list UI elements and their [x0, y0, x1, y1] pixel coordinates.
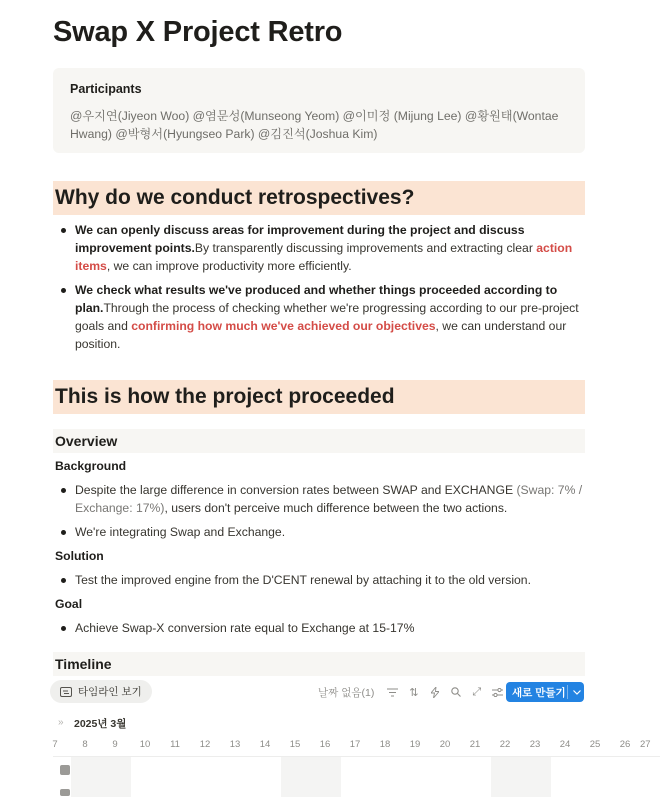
- rate-text: (Swap: 7% / Exchange: 17%): [75, 483, 583, 515]
- chevron-down-icon[interactable]: [569, 682, 584, 702]
- day-label: 10: [139, 739, 151, 750]
- timeline-toolbar: [318, 682, 508, 702]
- button-divider: [567, 685, 568, 699]
- body-text: By transparently discussing improvements and extracting clear: [194, 241, 537, 255]
- day-label: 9: [112, 739, 118, 750]
- heading-timeline: Timeline: [53, 652, 585, 676]
- new-item-label: 새로 만들기: [512, 686, 566, 699]
- mention[interactable]: @이미정 (Mijung Lee): [342, 109, 462, 123]
- heading-why-retrospectives: Why do we conduct retrospectives?: [53, 181, 585, 215]
- why-list: [75, 221, 585, 353]
- new-item-button[interactable]: [506, 682, 584, 702]
- body-text: , we can understand our position.: [75, 319, 567, 351]
- label-solution: Solution: [55, 549, 104, 563]
- body-text: Despite the large difference in conversion rates between SWAP and EXCHANGE: [75, 483, 517, 497]
- mention[interactable]: @염문성(Munseong Yeom): [192, 109, 340, 123]
- weekend-column: [491, 757, 551, 797]
- timeline-month: 2025년 3월: [74, 718, 127, 730]
- mention[interactable]: @김진석(Joshua Kim): [257, 127, 378, 141]
- day-label: 15: [289, 739, 301, 750]
- lightning-icon[interactable]: [424, 682, 445, 702]
- heading-overview: Overview: [53, 429, 585, 453]
- list-item: [75, 281, 585, 353]
- timeline-grid[interactable]: [53, 756, 660, 797]
- body-text: We're integrating Swap and Exchange.: [75, 525, 286, 539]
- timeline-view-button[interactable]: [50, 680, 152, 703]
- day-label: 27: [640, 739, 651, 750]
- filter-icon[interactable]: [382, 682, 403, 702]
- timeline-view-label: 타임라인 보기: [78, 686, 142, 698]
- no-date-filter[interactable]: 날짜 없음(1): [318, 686, 375, 699]
- participants-title: Participants: [70, 82, 142, 96]
- sort-icon[interactable]: ⇅: [409, 686, 419, 699]
- label-goal: Goal: [55, 597, 83, 611]
- list-item: [75, 221, 585, 275]
- page-title: Swap X Project Retro: [53, 16, 343, 48]
- day-label: 21: [469, 739, 481, 750]
- bold-text: We check what results we've produced and whether things proceeded according to plan.: [75, 283, 558, 315]
- mention[interactable]: @황원태(Wontae Hwang): [70, 109, 559, 141]
- body-text: , users don't perceive much difference between the two actions.: [164, 501, 508, 515]
- participants-callout: [53, 68, 585, 153]
- search-icon[interactable]: [445, 682, 466, 702]
- day-label: 14: [259, 739, 271, 750]
- weekend-column: [71, 757, 131, 797]
- timeline-days: [0, 739, 660, 753]
- day-label: 12: [199, 739, 211, 750]
- body-text: Test the improved engine from the D'CENT renewal by attaching it to the old version.: [75, 573, 531, 587]
- body-text: Through the process of checking whether we're progressing according to our pre-project goals and: [75, 301, 579, 333]
- background-list: [75, 481, 585, 541]
- day-label: 20: [439, 739, 451, 750]
- day-label: 26: [619, 739, 631, 750]
- expand-sidebar-icon[interactable]: »: [58, 717, 64, 728]
- body-text: Achieve Swap-X conversion rate equal to Exchange at 15-17%: [75, 621, 415, 635]
- list-item: [75, 481, 585, 517]
- day-label: 25: [589, 739, 601, 750]
- expand-icon[interactable]: ⤢: [472, 685, 482, 698]
- day-label: 23: [529, 739, 541, 750]
- timeline-icon: [60, 687, 72, 697]
- list-item: [75, 619, 585, 637]
- day-label: 11: [170, 739, 180, 750]
- goal-list: [75, 619, 585, 637]
- mention[interactable]: @박형서(Hyungseo Park): [115, 127, 255, 141]
- weekend-column: [281, 757, 341, 797]
- list-item: [75, 523, 585, 541]
- day-label: 8: [82, 739, 88, 750]
- mention[interactable]: @우지연(Jiyeon Woo): [70, 109, 190, 123]
- heading-project-proceeded: This is how the project proceeded: [53, 380, 585, 414]
- day-label: 17: [349, 739, 361, 750]
- highlight-text: action items: [75, 241, 573, 273]
- day-label: 13: [229, 739, 241, 750]
- participants-list: [70, 107, 568, 143]
- list-item: [75, 571, 585, 589]
- day-label: 24: [559, 739, 571, 750]
- day-label: 16: [319, 739, 331, 750]
- day-label: 19: [409, 739, 421, 750]
- body-text: , we can improve productivity more efficiently.: [106, 259, 352, 273]
- day-label: 18: [379, 739, 391, 750]
- bold-text: We can openly discuss areas for improvement during the project and discuss improvement points.: [75, 223, 525, 255]
- collapse-left-icon[interactable]: [60, 765, 70, 775]
- row-handle-icon[interactable]: [60, 789, 70, 796]
- day-label: 22: [499, 739, 511, 750]
- solution-list: [75, 571, 585, 589]
- label-background: Background: [55, 459, 127, 473]
- highlight-text: confirming how much we've achieved our objectives: [131, 319, 436, 333]
- day-label: 7: [52, 739, 58, 750]
